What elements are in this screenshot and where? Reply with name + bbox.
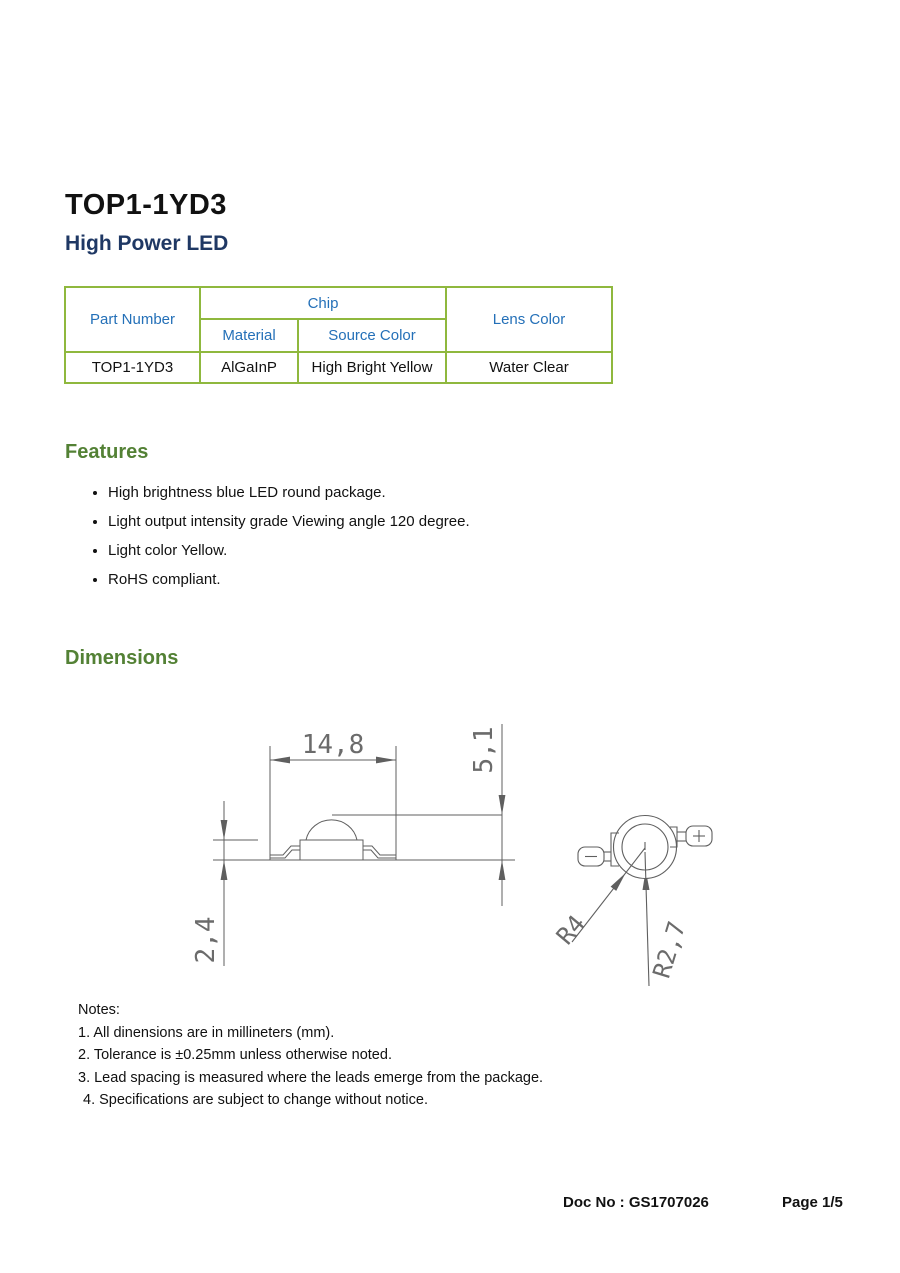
feature-item: • High brightness blue LED round package. bbox=[108, 484, 688, 501]
page-subtitle: High Power LED bbox=[65, 232, 229, 255]
spec-header-part-number: Part Number bbox=[65, 287, 200, 352]
led-body-outline bbox=[300, 840, 363, 860]
features-list bbox=[88, 484, 688, 600]
feature-item: • Light color Yellow. bbox=[108, 542, 688, 559]
notes-block bbox=[78, 999, 698, 1112]
features-heading: Features bbox=[65, 441, 149, 463]
note-item: 2. Tolerance is ±0.25mm unless otherwise noted. bbox=[78, 1047, 392, 1064]
dim-label-width: 14,8 bbox=[301, 730, 365, 760]
dim-label-body-height: 2,4 bbox=[191, 916, 221, 964]
spec-value-material: AlGaInP bbox=[200, 352, 298, 383]
note-item: 1. All dinensions are in millineters (mm). bbox=[78, 1024, 335, 1041]
spec-header-source-color: Source Color bbox=[298, 319, 446, 352]
feature-item: • Light output intensity grade Viewing angle 120 degree. bbox=[108, 513, 688, 530]
dimensions-heading: Dimensions bbox=[65, 647, 179, 669]
dimensions-drawing bbox=[180, 700, 720, 1000]
spec-data-row bbox=[65, 352, 612, 383]
spec-table bbox=[64, 286, 613, 384]
note-item: 4. Specifications are subject to change without notice. bbox=[83, 1092, 428, 1109]
feature-item: • RoHS compliant. bbox=[108, 571, 688, 588]
spec-header-material: Material bbox=[200, 319, 298, 352]
spec-value-source-color: High Bright Yellow bbox=[298, 352, 446, 383]
spec-header-chip: Chip bbox=[200, 287, 446, 319]
led-dome-outline bbox=[306, 820, 357, 840]
footer-doc-no: Doc No : GS1707026 bbox=[563, 1194, 709, 1211]
spec-value-part-number: TOP1-1YD3 bbox=[65, 352, 200, 383]
footer-page-number: Page 1/5 bbox=[782, 1194, 843, 1211]
page-title: TOP1-1YD3 bbox=[65, 189, 227, 221]
note-item: 3. Lead spacing is measured where the leads emerge from the package. bbox=[78, 1069, 544, 1086]
top-view bbox=[572, 816, 712, 987]
radius-label-outer: R4 bbox=[550, 909, 591, 950]
spec-value-lens-color: Water Clear bbox=[446, 352, 612, 383]
radius-label-inner: R2,7 bbox=[647, 917, 692, 982]
notes-heading: Notes: bbox=[78, 1002, 120, 1018]
dimension-arrows bbox=[221, 757, 650, 891]
spec-header-lens-color: Lens Color bbox=[446, 287, 612, 352]
dim-label-total-height: 5,1 bbox=[469, 726, 499, 774]
